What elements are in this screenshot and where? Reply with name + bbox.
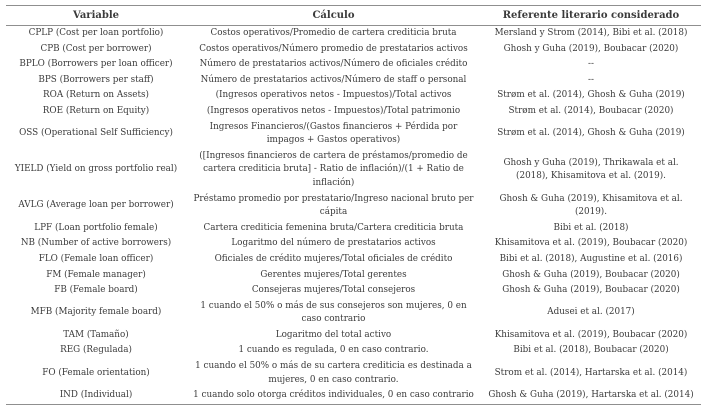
variable-cell: IND (Individual) <box>59 390 133 401</box>
variable-cell: REG (Regulada) <box>60 345 132 356</box>
table-row <box>6 57 701 73</box>
referente-cell: Bibi et al. (2018), Boubacar (2020) <box>513 345 669 356</box>
table-row <box>6 88 701 104</box>
referente-cell: Khisamitova et al. (2019), Boubacar (2020) <box>494 238 688 249</box>
variable-cell: YIELD (Yield on gross portfolio real) <box>14 164 178 175</box>
table-row <box>6 26 701 42</box>
table-row <box>6 359 701 388</box>
calculo-cell: Préstamo promedio por prestatario/Ingreso nacional bruto per cápita <box>193 193 474 218</box>
variable-cell: NB (Number of active borrowers) <box>20 238 172 249</box>
referente-cell: Ghosh & Guha (2019), Hartarska et al. (2014) <box>488 390 694 401</box>
table-row <box>6 149 701 192</box>
header-referente: Referente literario considerado <box>481 6 701 26</box>
variables-definition-table <box>6 5 701 405</box>
calculo-cell: Ingresos Financieros/(Gastos financieros + Pérdida por impagos + Gastos operativos) <box>209 121 458 146</box>
calculo-cell: Logaritmo del total activo <box>275 329 392 340</box>
calculo-cell: (Ingresos operativos netos - Impuestos)/Total patrimonio <box>206 105 461 116</box>
calculo-cell: 1 cuando el 50% o más de sus consejeros son mujeres, 0 en caso contrario <box>200 300 467 325</box>
calculo-cell: (Ingresos operativos netos - Impuestos)/Total activos <box>215 90 452 101</box>
calculo-cell: Cartera crediticia femenina bruta/Cartera crediticia bruta <box>203 222 464 233</box>
variable-cell: FM (Female manager) <box>46 269 146 280</box>
variable-cell: AVLG (Average loan per borrower) <box>18 200 174 211</box>
referente-cell: Khisamitova et al. (2019), Boubacar (2020) <box>494 329 688 340</box>
table-row <box>6 104 701 120</box>
calculo-cell: 1 cuando solo otorga créditos individuales, 0 en caso contrario <box>193 390 474 401</box>
header-variable: Variable <box>6 6 186 26</box>
variable-cell: OSS (Operational Self Sufficiency) <box>19 128 173 139</box>
referente-cell: Ghosh & Guha (2019), Khisamitova et al. (2019). <box>499 193 683 218</box>
table-row <box>6 73 701 89</box>
table-row <box>6 236 701 252</box>
table-row <box>6 299 701 328</box>
table-row <box>6 388 701 404</box>
variable-cell: CPB (Cost per borrower) <box>40 43 152 54</box>
referente-cell: Adusei et al. (2017) <box>547 307 635 318</box>
referente-cell: Ghosh y Guha (2019), Thrikawala et al. (2018), Khisamitova et al. (2019). <box>503 157 679 182</box>
variable-cell: MFB (Majority female board) <box>30 307 162 318</box>
variable-cell: LPF (Loan portfolio female) <box>34 222 158 233</box>
table-row <box>6 283 701 299</box>
table-row <box>6 221 701 237</box>
table-row <box>6 120 701 149</box>
table-body <box>6 26 701 405</box>
referente-cell: Ghosh & Guha (2019), Boubacar (2020) <box>502 269 680 280</box>
variable-cell: FLO (Female loan officer) <box>38 253 154 264</box>
variable-cell: FB (Female board) <box>54 285 138 296</box>
table-row <box>6 268 701 284</box>
calculo-cell: ([Ingresos financieros de cartera de préstamos/promedio de cartera crediticia bruta] - Ratio de inflación)/(1 + Ratio de inflación) <box>199 150 468 188</box>
calculo-cell: Logaritmo del número de prestatarios activos <box>231 238 436 249</box>
referente-cell: -- <box>588 59 594 70</box>
calculo-cell: Consejeras mujeres/Total consejeros <box>251 285 416 296</box>
variable-cell: BPS (Borrowers per staff) <box>38 74 154 85</box>
variable-cell: ROE (Return on Equity) <box>42 105 150 116</box>
calculo-cell: Costos operativos/Promedio de cartera crediticia bruta <box>210 28 457 38</box>
header-calculo: Cálculo <box>186 6 481 26</box>
table-header <box>6 6 701 26</box>
referente-cell: Strom et al. (2014), Hartarska et al. (2014) <box>494 367 688 378</box>
referente-cell: Strøm et al. (2014), Boubacar (2020) <box>508 105 674 116</box>
calculo-cell: Gerentes mujeres/Total gerentes <box>260 269 407 280</box>
table-row <box>6 192 701 221</box>
table-row <box>6 343 701 359</box>
header-row <box>6 6 701 26</box>
calculo-cell: Número de prestatarios activos/Número de oficiales crédito <box>199 59 468 70</box>
referente-cell: Strøm et al. (2014), Ghosh & Guha (2019) <box>497 128 685 139</box>
referente-cell: Bibi et al. (2018) <box>553 222 629 233</box>
table-row <box>6 328 701 344</box>
variable-cell: BPLO (Borrowers per loan officer) <box>19 59 173 70</box>
referente-cell: Bibi et al. (2018), Augustine et al. (2016) <box>499 253 683 264</box>
variable-cell: CPLP (Cost per loan portfolio) <box>28 28 164 38</box>
calculo-cell: Oficiales de crédito mujeres/Total oficiales de crédito <box>214 253 453 264</box>
calculo-cell: 1 cuando es regulada, 0 en caso contrario. <box>238 345 429 356</box>
table-row <box>6 252 701 268</box>
variable-cell: ROA (Return on Assets) <box>43 90 149 101</box>
calculo-cell: Costos operativos/Número promedio de prestatarios activos <box>199 43 468 54</box>
calculo-cell: Número de prestatarios activos/Número de staff o personal <box>200 74 467 85</box>
referente-cell: Ghosh y Guha (2019), Boubacar (2020) <box>503 43 679 54</box>
referente-cell: -- <box>588 74 594 85</box>
referente-cell: Ghosh & Guha (2019), Boubacar (2020) <box>502 285 680 296</box>
variable-cell: TAM (Tamaño) <box>63 329 129 340</box>
table-row <box>6 42 701 58</box>
referente-cell: Mersland y Strom (2014), Bibi et al. (2018) <box>494 28 688 38</box>
variable-cell: FO (Female orientation) <box>42 367 150 378</box>
referente-cell: Strøm et al. (2014), Ghosh & Guha (2019) <box>497 90 685 101</box>
calculo-cell: 1 cuando el 50% o más de su cartera crediticia es destinada a mujeres, 0 en caso contrario. <box>195 361 472 385</box>
